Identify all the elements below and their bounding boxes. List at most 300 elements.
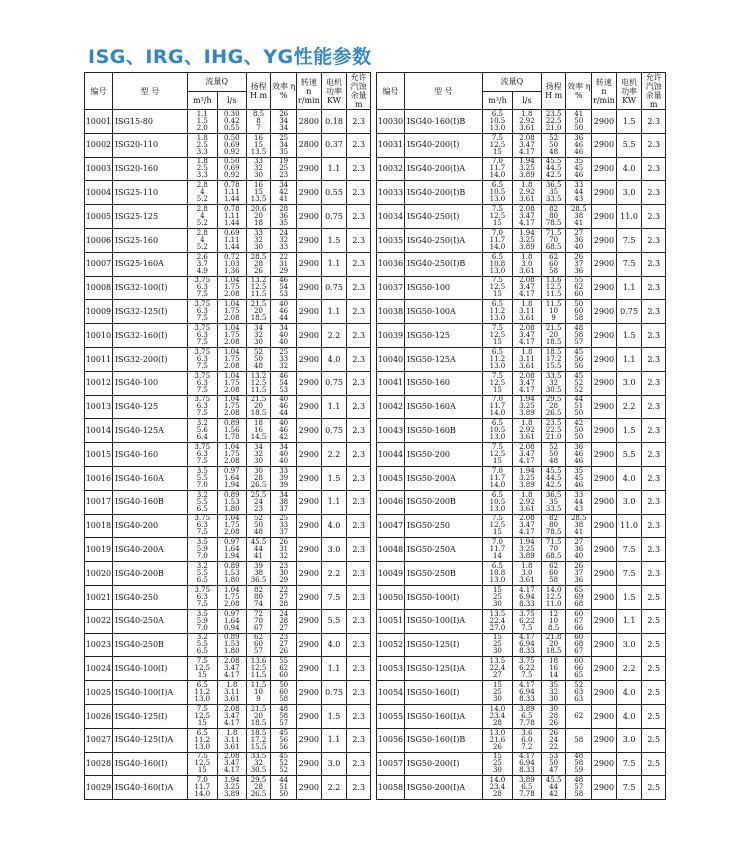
cell-head-value: 80: [549, 212, 559, 221]
cell-head-value: 18: [254, 419, 263, 428]
cell-efficiency-value: 58: [279, 711, 289, 720]
cell-head-value: 52: [254, 514, 263, 523]
cell-no: 10038: [377, 300, 405, 324]
table-row: [85, 776, 371, 800]
cell-flow-ls-value: 2.92: [519, 116, 535, 125]
table-row: [377, 657, 666, 681]
cell-efficiency-value: 35: [279, 219, 289, 228]
cell-flow-ls: [217, 776, 246, 800]
cell-head-value: 21.5: [250, 300, 267, 309]
cell-efficiency-value: 24: [279, 609, 289, 618]
cell-head-value: 25.5: [250, 490, 267, 499]
cell-efficiency-value: 50: [574, 123, 584, 132]
cell-efficiency: [566, 585, 592, 609]
cell-flow-ls-value: 1.64: [223, 473, 240, 482]
cell-flow-m3h-value: 14.0: [489, 704, 506, 713]
cell-power: 7.5: [616, 228, 642, 252]
cell-head-value: 12.5: [250, 378, 267, 387]
cell-flow-m3h-value: 7.5: [196, 338, 208, 347]
cell-power: 1.5: [321, 466, 347, 490]
cell-head-value: 20.6: [250, 205, 267, 214]
cell-efficiency: [271, 371, 297, 395]
cell-flow-ls-value: 1.80: [223, 647, 240, 656]
cell-flow-m3h-value: 7.5: [491, 324, 503, 333]
cell-efficiency: [271, 466, 297, 490]
cell-no: 10009: [85, 300, 113, 324]
cell-head-value: 12.5: [545, 283, 562, 292]
cell-flow-ls-value: 2.08: [223, 657, 240, 666]
cell-head-value: 34: [254, 324, 263, 333]
cell-flow-m3h-value: 5.9: [196, 545, 208, 554]
cell-flow-m3h-value: 10.5: [489, 188, 506, 197]
cell-efficiency-value: 40: [279, 338, 289, 347]
cell-flow-ls-value: 1.04: [223, 300, 240, 309]
cell-flow-ls-value: 2.08: [519, 514, 535, 523]
cell-head-value: 62: [549, 562, 559, 571]
cell-flow-m3h-value: 14.0: [489, 242, 506, 251]
cell-flow-m3h-value: 13.0: [489, 195, 506, 204]
cell-efficiency-value: 55: [279, 657, 289, 666]
cell-flow-m3h: [482, 371, 512, 395]
cell-no: 10021: [85, 585, 113, 609]
cell-efficiency-value: 33: [279, 242, 289, 251]
cell-efficiency-value: 68: [574, 640, 584, 649]
cell-head-value: 32: [254, 450, 263, 459]
cell-power: 4.0: [616, 157, 642, 181]
cell-flow-ls-value: 2.08: [223, 338, 240, 347]
cell-head-value: 39: [254, 562, 263, 571]
cell-npsh: 2.3: [642, 419, 666, 443]
cell-efficiency-value: 40: [279, 457, 289, 466]
cell-no: 10034: [377, 205, 405, 229]
cell-no: 10004: [85, 181, 113, 205]
cell-flow-ls-value: 2.08: [519, 371, 535, 380]
cell-flow-m3h-value: 3.75: [194, 276, 211, 285]
header-no: 编号: [377, 73, 405, 110]
cell-power: 3.0: [321, 538, 347, 562]
cell-model: ISG50-100A: [404, 300, 482, 324]
cell-flow-ls-value: 1.94: [519, 157, 535, 166]
cell-npsh: 2.3: [347, 205, 371, 229]
cell-flow-m3h-value: 11.2: [194, 688, 211, 697]
cell-head-value: 36.5: [545, 490, 562, 499]
cell-flow-m3h: [187, 443, 217, 467]
cell-efficiency-value: 42: [279, 433, 289, 442]
cell-efficiency: [271, 490, 297, 514]
cell-flow-m3h: [482, 347, 512, 371]
cell-flow-ls: [217, 514, 246, 538]
cell-flow-ls-value: 1.75: [223, 521, 240, 530]
cell-head: [246, 347, 271, 371]
header-model: 型 号: [112, 73, 187, 110]
cell-power: 1.5: [321, 228, 347, 252]
cell-flow-ls: [512, 752, 541, 776]
cell-flow-m3h-value: 6.3: [196, 307, 208, 316]
cell-head: [541, 776, 566, 800]
cell-efficiency-value: 67: [574, 647, 584, 656]
cell-efficiency-value: 41: [574, 528, 584, 537]
cell-flow-m3h-value: 12.5: [489, 283, 506, 292]
cell-flow-ls-value: 3.61: [519, 576, 535, 585]
cell-model: ISG40-160(I)A: [112, 776, 187, 800]
cell-flow-m3h-value: 13.0: [194, 742, 211, 751]
cell-head-value: 12.5: [250, 664, 267, 673]
cell-no: 10055: [377, 704, 405, 728]
cell-speed: 2900: [592, 562, 617, 586]
cell-flow-m3h-value: 4: [200, 212, 205, 221]
cell-speed: 2900: [297, 562, 322, 586]
cell-model: ISG50-200: [404, 443, 482, 467]
cell-power: 7.5: [616, 538, 642, 562]
cell-npsh: 2.3: [642, 443, 666, 467]
cell-model: ISG50-200A: [404, 466, 482, 490]
cell-no: 10023: [85, 633, 113, 657]
cell-flow-m3h-value: 7.0: [491, 538, 503, 547]
cell-flow-m3h-value: 6.3: [196, 283, 208, 292]
cell-efficiency: [566, 752, 592, 776]
cell-flow-m3h-value: 15: [197, 766, 207, 775]
performance-table-right: [376, 72, 666, 800]
cell-flow-m3h-value: 6.5: [491, 490, 503, 499]
cell-efficiency-value: 56: [574, 354, 584, 363]
cell-flow-ls-value: 6.5: [521, 711, 533, 720]
cell-model: ISG50-125(I): [404, 633, 482, 657]
cell-efficiency-value: 46: [574, 140, 584, 149]
cell-efficiency: [271, 395, 297, 419]
cell-head-value: 23.5: [545, 109, 562, 118]
cell-flow-ls-value: 3.25: [519, 473, 535, 482]
cell-npsh: 2.3: [642, 490, 666, 514]
cell-speed: 2900: [592, 395, 617, 419]
cell-flow-ls-value: 8.33: [519, 599, 535, 608]
cell-head-value: 13.6: [545, 276, 562, 285]
table-row: [85, 681, 371, 705]
cell-flow-m3h-value: 6.5: [491, 347, 503, 356]
cell-flow-ls-value: 1.44: [223, 219, 240, 228]
cell-no: 10056: [377, 728, 405, 752]
header-npsh: 允许 汽蚀 余量m: [642, 73, 666, 110]
cell-efficiency: [566, 252, 592, 276]
cell-flow-ls-value: 4.17: [223, 671, 240, 680]
cell-flow-ls-value: 3.47: [519, 378, 535, 387]
cell-speed: 2900: [297, 609, 322, 633]
cell-head-value: 20: [254, 212, 263, 221]
table-row: [377, 490, 666, 514]
cell-no: 10013: [85, 395, 113, 419]
cell-model: ISG50-160B: [404, 419, 482, 443]
cell-speed: 2900: [592, 443, 617, 467]
cell-efficiency-value: 22: [279, 252, 289, 261]
cell-head-value: 18.5: [250, 728, 267, 737]
cell-flow-ls-value: 4.17: [519, 338, 535, 347]
cell-efficiency-value: 34: [279, 490, 289, 499]
cell-flow-m3h-value: 14.0: [489, 409, 506, 418]
cell-flow-m3h-value: 11.2: [489, 354, 506, 363]
cell-npsh: 2.5: [642, 585, 666, 609]
cell-power: 1.1: [321, 728, 347, 752]
cell-flow-m3h-value: 7.0: [196, 480, 208, 489]
cell-head-value: 53: [549, 752, 559, 761]
cell-no: 10030: [377, 110, 405, 134]
cell-speed: 2900: [297, 371, 322, 395]
cell-flow-ls: [512, 585, 541, 609]
cell-no: 10001: [85, 110, 113, 134]
cell-head-value: 58: [549, 266, 559, 275]
cell-head-value: 11.5: [250, 385, 267, 394]
cell-flow-m3h-value: 13.5: [489, 657, 506, 666]
table-row: [85, 538, 371, 562]
cell-head: [246, 252, 271, 276]
cell-flow-m3h-value: 7.5: [196, 599, 208, 608]
cell-head-value: 21.5: [250, 395, 267, 404]
cell-flow-ls-value: 0.72: [223, 252, 240, 261]
cell-head: [246, 704, 271, 728]
cell-flow-m3h-value: 1.1: [196, 109, 208, 118]
cell-no: 10029: [85, 776, 113, 800]
cell-head-value: 18.5: [545, 338, 562, 347]
cell-flow-ls-value: 2.08: [519, 324, 535, 333]
cell-efficiency-value: 40: [279, 331, 289, 340]
cell-model: ISG20-160: [112, 157, 187, 181]
cell-model: ISG40-100(I)A: [112, 681, 187, 705]
table-row: [85, 276, 371, 300]
cell-flow-m3h: [187, 609, 217, 633]
cell-head-value: 80: [549, 521, 559, 530]
cell-flow-ls-value: 2.08: [223, 704, 240, 713]
cell-efficiency-value: 40: [279, 300, 289, 309]
cell-flow-ls-value: 3.61: [519, 266, 535, 275]
cell-no: 10010: [85, 324, 113, 348]
cell-power: 4.0: [616, 466, 642, 490]
cell-flow-ls-value: 2.08: [223, 457, 240, 466]
cell-model: ISG40-200A: [112, 538, 187, 562]
cell-flow-ls: [512, 704, 541, 728]
cell-no: 10048: [377, 538, 405, 562]
cell-efficiency-value: 66: [574, 623, 584, 632]
cell-efficiency-value: 26: [279, 647, 289, 656]
cell-flow-ls: [217, 133, 246, 157]
table-row: [85, 419, 371, 443]
cell-npsh: 2.3: [642, 562, 666, 586]
cell-head-value: 82: [254, 585, 263, 594]
cell-flow-m3h-value: 7.0: [196, 776, 208, 785]
cell-head: [541, 609, 566, 633]
cell-efficiency-value: 68: [574, 599, 584, 608]
cell-flow-m3h-value: 3.3: [196, 171, 208, 180]
cell-flow-ls-value: 6.22: [519, 616, 535, 625]
cell-flow-ls-value: 3.47: [519, 450, 535, 459]
cell-speed: 2900: [297, 514, 322, 538]
cell-head: [541, 490, 566, 514]
cell-head-value: 13.2: [250, 371, 267, 380]
cell-flow-ls: [217, 157, 246, 181]
cell-flow-m3h: [482, 490, 512, 514]
cell-no: 10003: [85, 157, 113, 181]
cell-flow-ls-value: 1.04: [223, 514, 240, 523]
table-row: [85, 181, 371, 205]
cell-flow-ls: [512, 324, 541, 348]
cell-flow-m3h-value: 3.2: [196, 562, 208, 571]
table-row: [377, 395, 666, 419]
cell-efficiency-value: 44: [279, 776, 289, 785]
cell-flow-m3h-value: 10.5: [489, 497, 506, 506]
cell-head: [246, 276, 271, 300]
cell-npsh: 2.3: [347, 443, 371, 467]
cell-flow-m3h-value: 5.2: [196, 242, 208, 251]
cell-model: ISG40-200(I)A: [404, 157, 482, 181]
cell-head-value: 52: [549, 133, 559, 142]
table-row: [377, 371, 666, 395]
cell-model: ISG50-250B: [404, 562, 482, 586]
cell-head-value: 26: [254, 266, 263, 275]
cell-flow-m3h-value: 13.0: [489, 314, 506, 323]
cell-no: 10041: [377, 371, 405, 395]
cell-speed: 2900: [592, 205, 617, 229]
cell-speed: 2900: [297, 704, 322, 728]
cell-npsh: 2.3: [347, 276, 371, 300]
cell-flow-m3h-value: 7.5: [491, 514, 503, 523]
cell-flow-m3h: [187, 110, 217, 134]
cell-no: 10047: [377, 514, 405, 538]
cell-flow-m3h: [187, 585, 217, 609]
cell-power: 1.5: [616, 585, 642, 609]
cell-flow-ls-value: 0.69: [223, 140, 240, 149]
header-flow-m3h: m³/h: [482, 91, 512, 110]
cell-head-value: 30: [254, 338, 263, 347]
cell-head: [541, 324, 566, 348]
cell-flow-m3h-value: 15: [492, 147, 502, 156]
cell-npsh: 2.3: [347, 514, 371, 538]
cell-flow-ls-value: 3.75: [519, 609, 535, 618]
cell-efficiency-value: 62: [574, 283, 584, 292]
cell-flow-m3h-value: 26: [492, 742, 502, 751]
cell-flow-ls: [512, 776, 541, 800]
cell-head-value: 16: [254, 426, 263, 435]
cell-power: 7.5: [616, 562, 642, 586]
cell-head-value: 26.5: [545, 409, 562, 418]
cell-head-value: 9: [551, 314, 556, 323]
cell-flow-ls-value: 1.04: [223, 347, 240, 356]
cell-flow-m3h-value: 11.7: [489, 235, 506, 244]
cell-flow-m3h-value: 23.4: [489, 783, 506, 792]
cell-model: ISG32-160(I): [112, 324, 187, 348]
cell-no: 10025: [85, 681, 113, 705]
cell-flow-m3h: [187, 395, 217, 419]
cell-npsh: 2.3: [347, 347, 371, 371]
cell-head: [541, 252, 566, 276]
cell-flow-m3h: [482, 133, 512, 157]
cell-flow-m3h-value: 6.5: [196, 576, 208, 585]
cell-efficiency-value: 54: [279, 283, 289, 292]
table-row: [377, 514, 666, 538]
cell-npsh: 2.3: [642, 110, 666, 134]
cell-efficiency: [566, 181, 592, 205]
cell-flow-ls-value: 0.42: [223, 116, 240, 125]
cell-head-value: 33.5: [545, 504, 562, 513]
cell-flow-ls: [217, 110, 246, 134]
cell-flow-m3h-value: 15: [492, 457, 502, 466]
cell-flow-ls-value: 2.08: [223, 409, 240, 418]
cell-head-value: 15: [254, 140, 263, 149]
cell-flow-m3h-value: 12.5: [489, 140, 506, 149]
performance-table-left: [84, 72, 371, 800]
cell-head-value: 50: [549, 759, 559, 768]
cell-flow-m3h-value: 25: [492, 688, 502, 697]
cell-npsh: 2.5: [642, 657, 666, 681]
cell-flow-m3h-value: 7.0: [491, 157, 503, 166]
cell-power: 1.5: [616, 110, 642, 134]
cell-speed: 2900: [592, 633, 617, 657]
cell-head: [246, 728, 271, 752]
cell-flow-m3h-value: 1.8: [196, 133, 208, 142]
cell-flow-ls: [217, 609, 246, 633]
cell-flow-ls-value: 3.61: [519, 314, 535, 323]
cell-head-value: 57: [254, 647, 263, 656]
cell-model: ISG50-160A: [404, 395, 482, 419]
cell-head-value: 52: [549, 443, 559, 452]
cell-flow-ls-value: 1.11: [223, 235, 240, 244]
cell-flow-ls-value: 7.78: [519, 718, 535, 727]
cell-efficiency-value: 46: [279, 371, 289, 380]
cell-flow-ls-value: 6.5: [521, 783, 533, 792]
cell-head-value: 10: [254, 688, 263, 697]
cell-flow-ls: [217, 276, 246, 300]
cell-head: [246, 205, 271, 229]
header-speed: 转速 n r/min: [297, 73, 322, 110]
cell-efficiency: [566, 657, 592, 681]
cell-head-value: 78.5: [545, 219, 562, 228]
cell-flow-ls-value: 1.94: [519, 395, 535, 404]
cell-flow-m3h-value: 3.75: [194, 395, 211, 404]
cell-npsh: 2.3: [642, 133, 666, 157]
cell-head-value: 71.5: [545, 228, 562, 237]
cell-head-value: 32: [254, 235, 263, 244]
table-body-right: [377, 110, 666, 800]
cell-head: [541, 110, 566, 134]
cell-flow-m3h-value: 13.0: [489, 123, 506, 132]
cell-no: 10036: [377, 252, 405, 276]
cell-power: 0.75: [616, 300, 642, 324]
cell-power: 4.0: [321, 633, 347, 657]
cell-efficiency-value: 46: [574, 171, 584, 180]
cell-head: [246, 443, 271, 467]
cell-power: 0.75: [321, 371, 347, 395]
cell-efficiency: [271, 752, 297, 776]
cell-efficiency-value: 43: [574, 504, 584, 513]
cell-efficiency-value: 40: [279, 419, 289, 428]
cell-npsh: 2.3: [347, 538, 371, 562]
cell-no: 10031: [377, 133, 405, 157]
cell-head-value: 11.0: [545, 599, 562, 608]
cell-power: 4.0: [616, 681, 642, 705]
cell-flow-ls-value: 3.75: [519, 657, 535, 666]
cell-efficiency-value: 23: [279, 633, 289, 642]
cell-flow-m3h-value: 15: [492, 385, 502, 394]
cell-efficiency: [271, 157, 297, 181]
cell-flow-ls-value: 4.17: [223, 718, 240, 727]
table-row: [377, 276, 666, 300]
cell-flow-ls-value: 1.75: [223, 592, 240, 601]
cell-efficiency: [271, 205, 297, 229]
cell-flow-ls: [512, 110, 541, 134]
cell-flow-ls-value: 1.8: [521, 490, 533, 499]
cell-efficiency-value: 36: [574, 545, 584, 554]
header-head: 扬程 H m: [246, 73, 271, 110]
cell-head-value: 28: [549, 711, 559, 720]
header-flow: 流量Q: [482, 73, 541, 92]
cell-power: 3.0: [616, 633, 642, 657]
cell-flow-ls-value: 3.61: [223, 695, 240, 704]
